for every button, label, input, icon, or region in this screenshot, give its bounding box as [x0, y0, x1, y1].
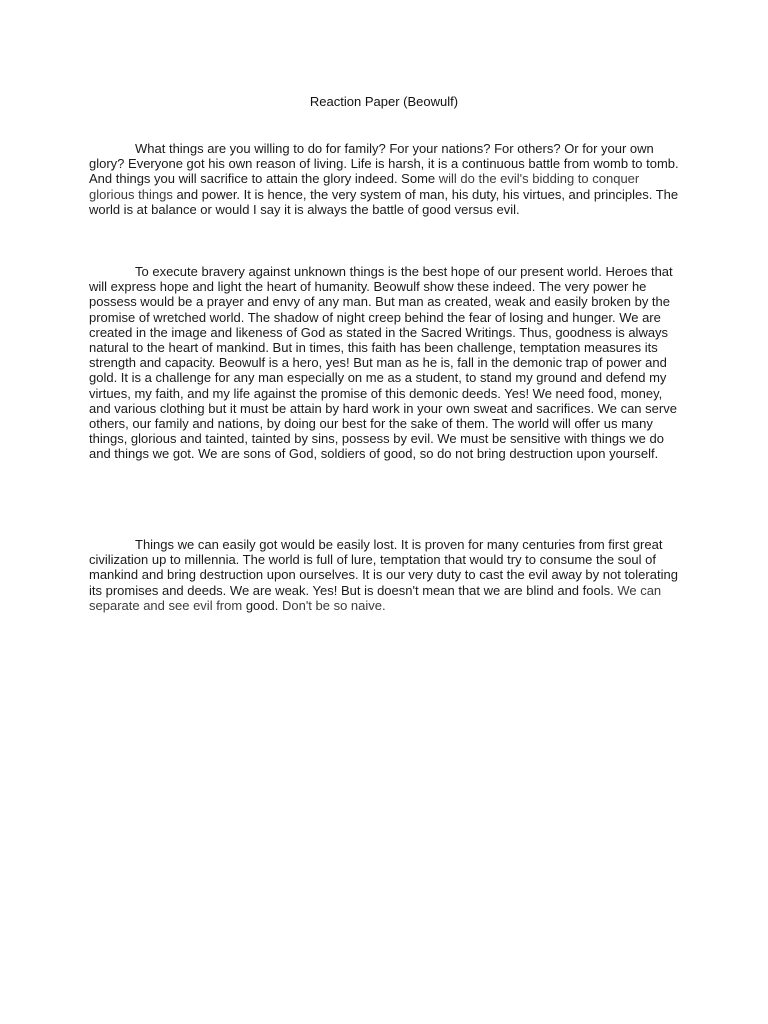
paragraph-1-text-a: What things are you willing to do for family? For your nations? For others? Or for your own glory? Everyone got his own reason of living. Life is harsh, it is a continuous battle from womb to tomb. And things you will sacrifice to attain the glory indeed. Some: [89, 141, 679, 187]
paragraph-1-text-c: and power. It is hence, the very system of man, his duty, his virtues, and principles. The world is at balance or would I say it is always the battle of good versus evil.: [89, 186, 679, 217]
paragraph-3-text-b: We can separate and see evil from: [89, 582, 662, 613]
paragraph-3: [89, 537, 681, 613]
paragraph-3-text-d: Don't be so naive.: [281, 597, 386, 613]
paragraph-3-text-c: good.: [242, 597, 282, 613]
paragraph-1-text-b: will do the evil's bidding to conquer glorious things: [89, 171, 640, 202]
paragraph-1: [89, 141, 681, 217]
document-title: Reaction Paper (Beowulf): [309, 94, 459, 109]
paragraph-2-text: To execute bravery against unknown things is the best hope of our present world. Heroes that will express hope and light the heart of humanity. Beowulf show these indeed. The very power he possess would be a prayer and envy of any man. But man as created, weak and easily broken by the promise of wretched world. The shadow of night creep behind the fear of losing and hunger. We are created in the image and likeness of God as stated in the Sacred Writings. Thus, goodness is always natural to the heart of mankind. But in times, this faith has been challenge, temptation measures its strength and capacity. Beowulf is a hero, yes! But man as he is, fall in the demonic trap of power and gold. It is a challenge for any man especially on me as a student, to stand my ground and defend my virtues, my faith, and my life against the promise of this demonic deeds. Yes! We need food, money, and various clothing but it must be attain by hard work in your own sweat and sacrifices. We can serve others, our family and nations, by doing our best for the sake of them. The world will offer us many things, glorious and tainted, tainted by sins, possess by evil. We must be sensitive with things we do and things we got. We are sons of God, soldiers of good, so do not bring destruction upon yourself.: [89, 264, 677, 462]
paragraph-2: [89, 264, 681, 462]
paragraph-3-text-a: Things we can easily got would be easily lost. It is proven for many centuries from first great civilization up to millennia. The world is full of lure, temptation that would try to consume the soul of mankind and bring destruction upon ourselves. It is our very duty to cast the evil away by not tolerating its promises and deeds. We are weak. Yes! But is doesn't mean that we are blind and fools.: [89, 537, 678, 598]
